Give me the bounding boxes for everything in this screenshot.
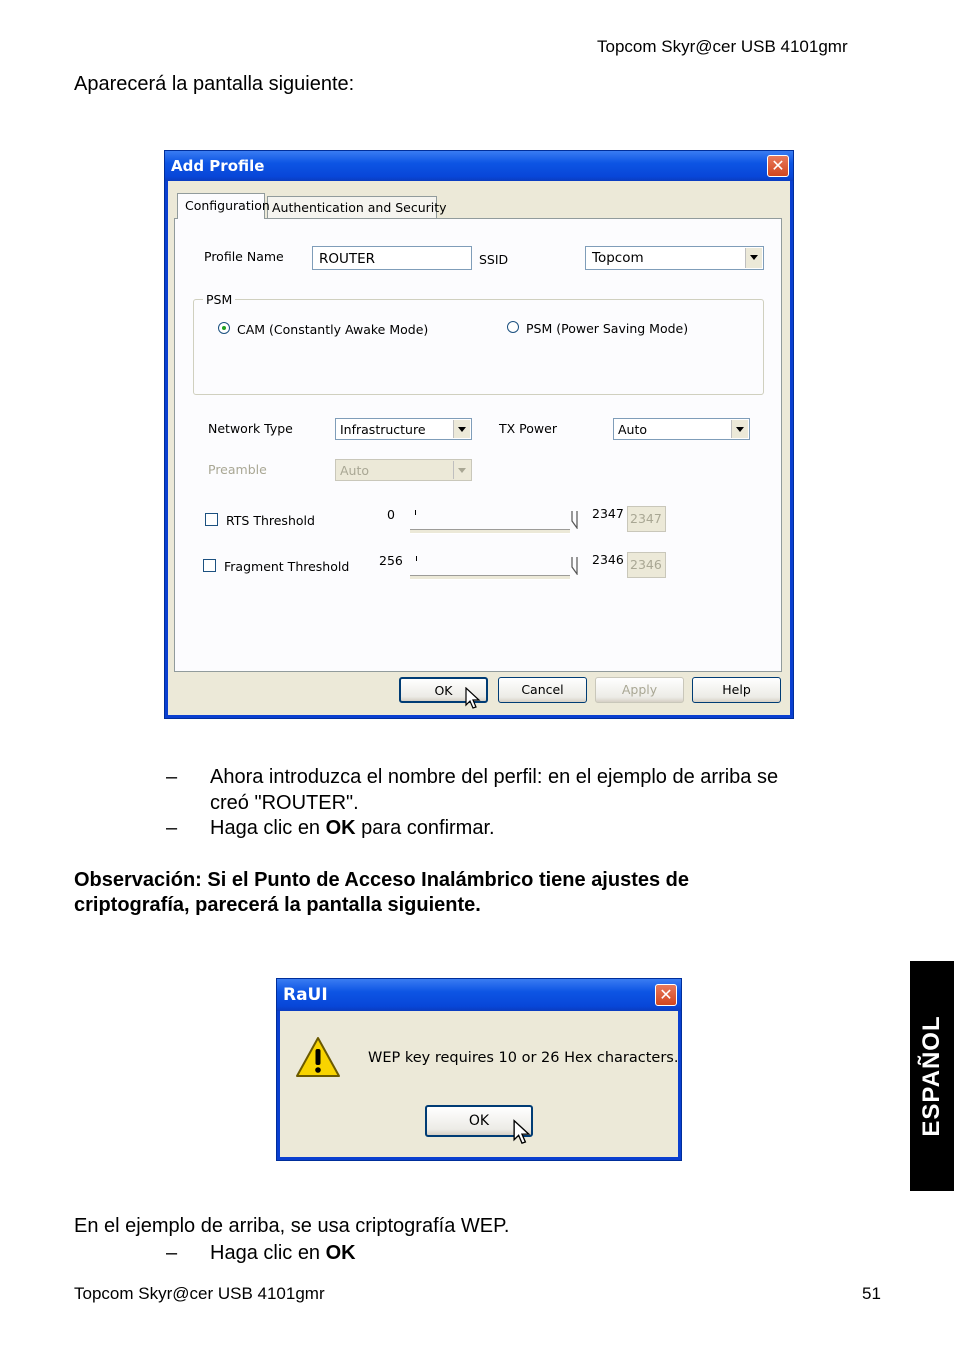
tab-configuration-label: Configuration: [185, 198, 270, 213]
raui-message: WEP key requires 10 or 26 Hex characters.: [368, 1050, 679, 1066]
fragment-slider-thumb[interactable]: [571, 557, 578, 575]
cam-radio-label: CAM (Constantly Awake Mode): [237, 322, 429, 337]
bullet-dash: –: [166, 1242, 178, 1264]
fragment-threshold-checkbox[interactable]: [203, 559, 216, 572]
rts-threshold-checkbox[interactable]: [205, 513, 218, 526]
page-header: Topcom Skyr@cer USB 4101gmr: [597, 37, 848, 56]
bullet-dash: –: [166, 766, 178, 788]
psm-radio[interactable]: [507, 321, 519, 333]
ssid-label: SSID: [479, 252, 509, 267]
configuration-panel: [174, 218, 782, 672]
cam-radio[interactable]: [218, 322, 230, 334]
tab-configuration[interactable]: [177, 193, 270, 219]
fragment-min-label: 256: [379, 553, 403, 568]
language-side-tab: [910, 961, 954, 1191]
chevron-down-icon: [453, 420, 470, 438]
fragment-value: 2346: [630, 557, 662, 572]
psm-radio-label: PSM (Power Saving Mode): [526, 321, 689, 336]
preamble-value: Auto: [340, 463, 370, 478]
raui-dialog: [276, 978, 682, 1161]
raui-body: [280, 1011, 678, 1157]
fragment-value-field: [627, 552, 666, 578]
intro-text: Aparecerá la pantalla siguiente:: [74, 73, 355, 95]
psm-groupbox: [193, 299, 764, 395]
apply-button: [595, 677, 684, 703]
network-type-label: Network Type: [208, 421, 293, 436]
rts-value: 2347: [630, 511, 662, 526]
help-button[interactable]: [692, 677, 781, 703]
bullet-line: creó "ROUTER".: [210, 792, 359, 814]
bullet-dash: –: [166, 817, 178, 839]
outro-text: En el ejemplo de arriba, se usa criptografía WEP.: [74, 1215, 510, 1237]
close-button[interactable]: [655, 984, 677, 1006]
warning-icon: [295, 1035, 341, 1079]
slider-tick: [415, 510, 416, 515]
add-profile-body: [168, 181, 790, 715]
close-button[interactable]: [767, 155, 789, 177]
note-line: Observación: Si el Punto de Acceso Inalámbrico tiene ajustes de: [74, 869, 690, 891]
rts-max-label: 2347: [592, 506, 624, 521]
rts-threshold-label: RTS Threshold: [226, 513, 315, 528]
footer-text: Topcom Skyr@cer USB 4101gmr: [74, 1284, 325, 1303]
add-profile-dialog: [164, 150, 794, 719]
bullet-line: Haga clic en OK: [210, 1242, 356, 1264]
tab-authentication-security[interactable]: [267, 196, 447, 218]
close-icon: ✕: [771, 156, 785, 175]
add-profile-title: Add Profile: [171, 157, 265, 175]
mouse-cursor-icon: [513, 1119, 531, 1147]
cancel-button-label: Cancel: [521, 682, 564, 697]
chevron-down-icon: [745, 248, 762, 268]
page-number: 51: [862, 1284, 881, 1303]
rts-slider-thumb[interactable]: [571, 511, 578, 529]
language-side-tab-label: ESPAÑOL: [918, 1015, 945, 1137]
slider-tick: [416, 556, 417, 561]
bullet-line: Ahora introduzca el nombre del perfil: en el ejemplo de arriba se: [210, 766, 779, 788]
fragment-max-label: 2346: [592, 552, 624, 567]
tx-power-value: Auto: [618, 422, 648, 437]
preamble-dropdown: [335, 459, 472, 481]
tx-power-label: TX Power: [499, 421, 557, 436]
help-button-label: Help: [722, 682, 751, 697]
ssid-dropdown[interactable]: [585, 246, 764, 270]
tx-power-dropdown[interactable]: [613, 418, 750, 440]
psm-group-label: PSM: [203, 292, 235, 307]
chevron-down-icon: [731, 420, 748, 438]
mouse-cursor-icon: [465, 687, 481, 711]
bullet-line: Haga clic en OK para confirmar.: [210, 817, 495, 839]
chevron-down-icon: [453, 461, 470, 479]
rts-min-label: 0: [387, 507, 395, 522]
tab-authentication-label: Authentication and Security: [272, 200, 447, 215]
network-type-dropdown[interactable]: [335, 418, 472, 440]
raui-ok-label: OK: [468, 1113, 490, 1129]
close-icon: ✕: [659, 985, 673, 1004]
add-profile-titlebar: [165, 151, 793, 181]
rts-value-field: [627, 506, 666, 532]
note-line: criptografía, parecerá la pantalla siguiente.: [74, 894, 481, 916]
apply-button-label: Apply: [621, 682, 658, 697]
raui-title: RaUI: [283, 985, 328, 1005]
profile-name-label: Profile Name: [204, 249, 284, 264]
profile-name-value: ROUTER: [319, 251, 376, 267]
cancel-button[interactable]: [498, 677, 587, 703]
preamble-label: Preamble: [208, 462, 267, 477]
rts-slider-track: [410, 529, 570, 534]
ssid-value: Topcom: [592, 250, 644, 266]
fragment-threshold-label: Fragment Threshold: [224, 559, 350, 574]
network-type-value: Infrastructure: [340, 422, 426, 437]
raui-titlebar: [277, 979, 681, 1011]
ok-button-label: OK: [434, 683, 453, 698]
fragment-slider-track: [410, 575, 570, 580]
profile-name-input[interactable]: [312, 246, 472, 270]
